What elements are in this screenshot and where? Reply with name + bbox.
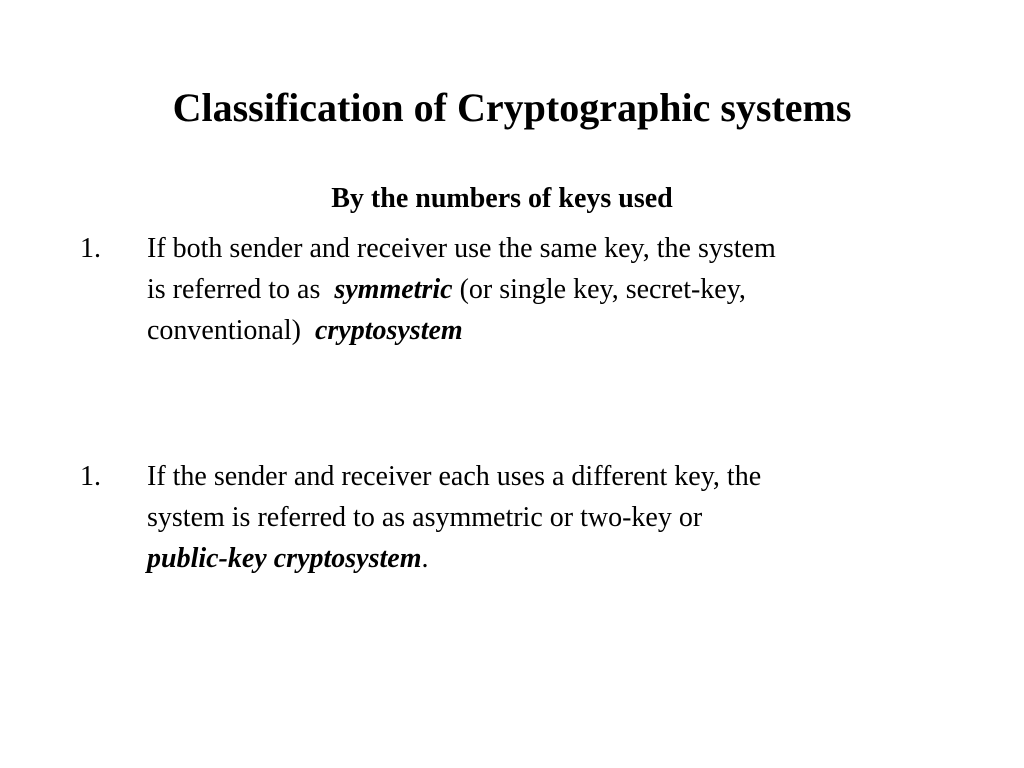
text-segment: conventional) (147, 315, 315, 346)
text-segment: If the sender and receiver each uses a different key, the (147, 461, 762, 492)
text-segment: If both sender and receiver use the same key, the system (147, 233, 776, 264)
slide-subtitle: By the numbers of keys used (331, 183, 673, 214)
list-item-text (147, 228, 937, 351)
list-item-number: 1. (80, 233, 101, 264)
text-segment: system is referred to as asymmetric or two-key or (147, 502, 703, 533)
emphasis-term: public-key cryptosystem (147, 543, 422, 574)
list-item-line (147, 310, 937, 351)
list-item-line (147, 538, 937, 579)
list-item-line (147, 497, 937, 538)
slide-title: Classification of Cryptographic systems (172, 85, 852, 130)
emphasis-term: cryptosystem (314, 315, 463, 346)
emphasis-term: symmetric (334, 274, 453, 305)
text-segment: is referred to as (147, 274, 335, 305)
list-item-line (147, 228, 937, 269)
text-segment: . (421, 543, 429, 574)
text-segment: (or single key, secret-key, (452, 274, 746, 305)
list-item-text (147, 456, 937, 579)
list-item-line (147, 269, 937, 310)
list-item-number: 1. (80, 461, 101, 492)
list-item-line (147, 456, 937, 497)
